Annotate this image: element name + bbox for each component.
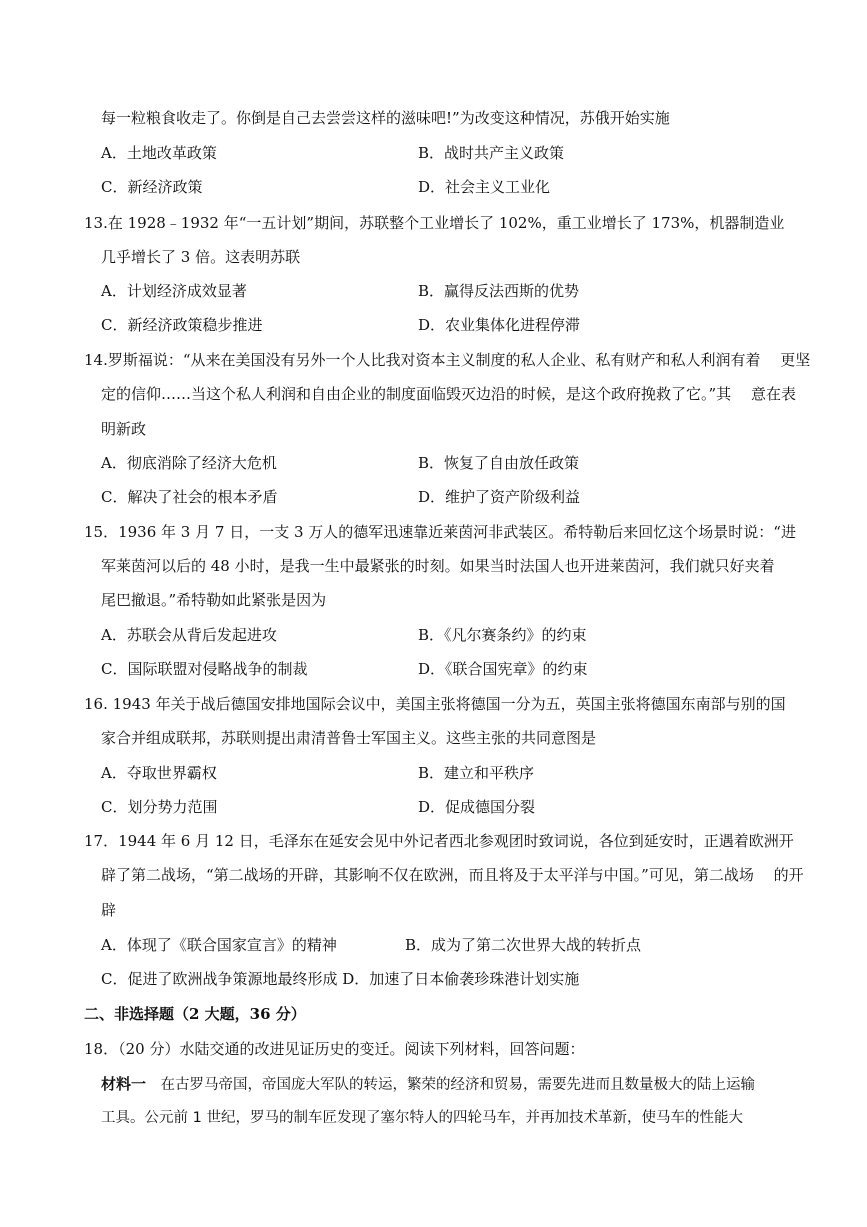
q14-stem-line3: 明新政: [101, 420, 147, 438]
q16-stem-line2: 家合并组成联邦，苏联则提出肃清普鲁士军国主义。这些主张的共同意图是: [101, 729, 597, 747]
q18-material-line2: 工具。公元前 1 世纪，罗马的制车匠发现了塞尔特人的四轮马车，并再加技术革新，使马车的性能大: [101, 1110, 743, 1126]
q15-stem-line3: 尾巴撤退。”希特勒如此紧张是因为: [101, 591, 327, 609]
q13-stem-line1: 13.在 1928﹣1932 年“一五计划”期间，苏联整个工业增长了 102%，重工业增长了 173%，机器制造业: [84, 214, 785, 232]
q16-option-a: A．夺取世界霸权: [101, 764, 217, 782]
q13-option-d: D．农业集体化进程停滞: [418, 316, 581, 334]
section-title: 二、非选择题（2 大题，36 分）: [84, 1005, 306, 1023]
q14-option-c: C．解决了社会的根本矛盾: [101, 488, 278, 506]
material-label: 材料一: [101, 1075, 147, 1093]
q12-option-d: D．社会主义工业化: [418, 178, 551, 196]
q15-option-c: C．国际联盟对侵略战争的制裁: [101, 660, 308, 678]
q14-option-a: A．彻底消除了经济大危机: [101, 454, 277, 472]
q16-option-c: C．划分势力范围: [101, 798, 218, 816]
q17-stem-line1: 17．1944 年 6 月 12 日，毛泽东在延安会见中外记者西北参观团时致词说，各位到延安时，正遇着欧洲开: [84, 832, 794, 850]
q16-stem-line1: 16. 1943 年关于战后德国安排地国际会议中，美国主张将德国一分为五，英国主张将德国东南部与别的国: [84, 695, 786, 713]
q17-option-b: B．成为了第二次世界大战的转折点: [405, 936, 642, 954]
material-text: 在古罗马帝国，帝国庞大军队的转运，繁荣的经济和贸易，需要先进而且数量极大的陆上运输: [146, 1077, 756, 1093]
q14-option-b: B．恢复了自由放任政策: [418, 454, 580, 472]
q13-option-b: B．赢得反法西斯的优势: [418, 282, 580, 300]
q16-option-b: B．建立和平秩序: [418, 764, 535, 782]
q12-option-a: A．土地改革政策: [101, 144, 217, 162]
q12-text: 每一粒粮食收走了。你倒是自己去尝尝这样的滋味吧!”为改变这种情况，苏俄开始实施: [101, 109, 670, 127]
q15-option-b: B．《凡尔赛条约》的约束: [418, 626, 587, 644]
q17-stem-line2: 辟了第二战场，“第二战场的开辟，其影响不仅在欧洲，而且将及于太平洋与中国。”可见，第二战场 的开: [101, 866, 804, 884]
q14-option-d: D．维护了资产阶级利益: [418, 488, 581, 506]
q13-option-c: C．新经济政策稳步推进: [101, 316, 263, 334]
q16-option-d: D．促成德国分裂: [418, 798, 536, 816]
q15-option-d: D．《联合国宪章》的约束: [418, 660, 588, 678]
q15-stem-line1: 15．1936 年 3 月 7 日，一支 3 万人的德军迅速靠近莱茵河非武装区。希特勒后来回忆这个场景时说：“进: [84, 523, 796, 541]
q14-stem-line1: 14.罗斯福说：“从来在美国没有另外一个人比我对资本主义制度的私人企业、私有财产和私人利润有着 更坚: [84, 351, 811, 369]
q12-option-b: B．战时共产主义政策: [418, 144, 565, 162]
q14-stem-line2: 定的信仰……当这个私人利润和自由企业的制度面临毁灭边沿的时候，是这个政府挽救了它。”其 意在表: [101, 385, 796, 403]
q13-stem-line2: 几乎增长了 3 倍。这表明苏联: [101, 248, 301, 266]
q15-stem-line2: 军莱茵河以后的 48 小时，是我一生中最紧张的时刻。如果当时法国人也开进莱茵河，我们就只好夹着: [101, 557, 775, 575]
q12-option-c: C．新经济政策: [101, 178, 203, 196]
q18-material-line1: [101, 1074, 755, 1095]
q15-option-a: A．苏联会从背后发起进攻: [101, 626, 277, 644]
q17-option-cd: C．促进了欧洲战争策源地最终形成 D．加速了日本偷袭珍珠港计划实施: [101, 970, 580, 988]
q17-stem-line3: 辟: [101, 901, 117, 919]
q18-stem: 18．（20 分）水陆交通的改进见证历史的变迁。阅读下列材料，回答问题：: [84, 1040, 585, 1058]
q13-option-a: A．计划经济成效显著: [101, 282, 247, 300]
q17-option-a: A．体现了《联合国家宣言》的精神: [101, 936, 337, 954]
